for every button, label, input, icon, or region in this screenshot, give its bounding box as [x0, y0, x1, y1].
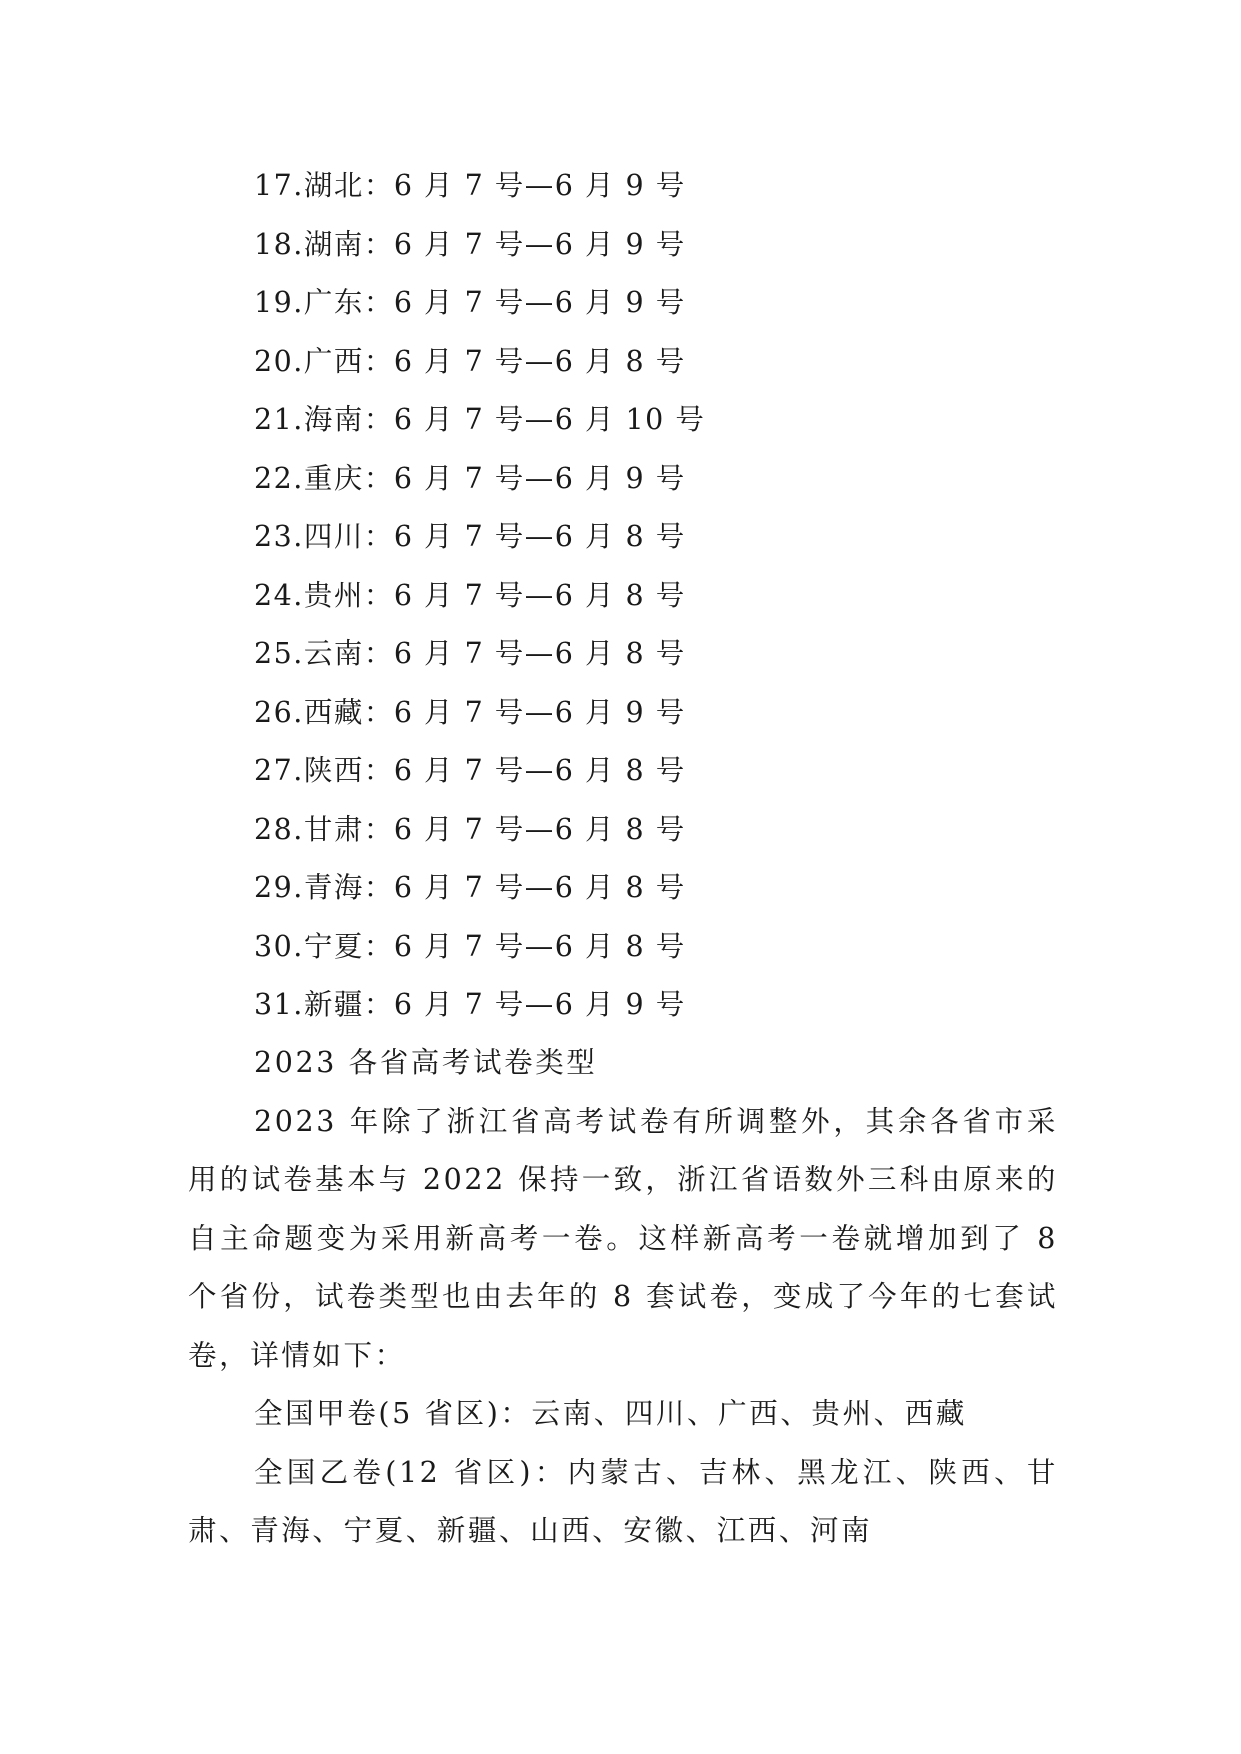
schedule-item: 19.广东：6 月 7 号—6 月 9 号 — [254, 286, 686, 319]
schedule-item: 26.西藏：6 月 7 号—6 月 9 号 — [254, 695, 686, 729]
schedule-item: 31.新疆：6 月 7 号—6 月 9 号 — [254, 988, 686, 1021]
exam-schedule-list — [254, 160, 705, 1038]
schedule-item: 18.湖南：6 月 7 号—6 月 9 号 — [254, 227, 686, 261]
schedule-item: 29.青海：6 月 7 号—6 月 8 号 — [254, 871, 686, 904]
schedule-item: 24.贵州：6 月 7 号—6 月 8 号 — [254, 578, 686, 612]
schedule-item: 20.广西：6 月 7 号—6 月 8 号 — [254, 344, 686, 378]
schedule-item: 25.云南：6 月 7 号—6 月 8 号 — [254, 637, 686, 670]
schedule-item: 21.海南：6 月 7 号—6 月 10 号 — [254, 403, 706, 436]
schedule-item: 28.甘肃：6 月 7 号—6 月 8 号 — [254, 812, 686, 846]
paragraph: 2023 年除了浙江省高考试卷有所调整外，其余各省市采用的试卷基本与 2022 保持一致，浙江省语数外三科由原来的自主命题变为采用新高考一卷。这样新高考一卷就增加到了 8 个省份，试卷类型也由去年的 8 套试卷，变成了今年的七套试卷，详情如下： — [188, 1104, 1058, 1372]
schedule-item: 22.重庆：6 月 7 号—6 月 9 号 — [254, 461, 686, 495]
paragraph: 全国甲卷(5 省区)：云南、四川、广西、贵州、西藏 — [254, 1397, 967, 1430]
paragraph: 全国乙卷(12 省区)：内蒙古、吉林、黑龙江、陕西、甘肃、青海、宁夏、新疆、山西、安徽、江西、河南 — [188, 1455, 1058, 1547]
schedule-item: 17.湖北：6 月 7 号—6 月 9 号 — [254, 169, 686, 202]
schedule-item: 23.四川：6 月 7 号—6 月 8 号 — [254, 520, 686, 553]
schedule-item: 30.宁夏：6 月 7 号—6 月 8 号 — [254, 929, 686, 963]
section-title: 2023 各省高考试卷类型 — [254, 1046, 598, 1079]
body-text — [188, 1034, 1058, 1561]
schedule-item: 27.陕西：6 月 7 号—6 月 8 号 — [254, 754, 686, 787]
